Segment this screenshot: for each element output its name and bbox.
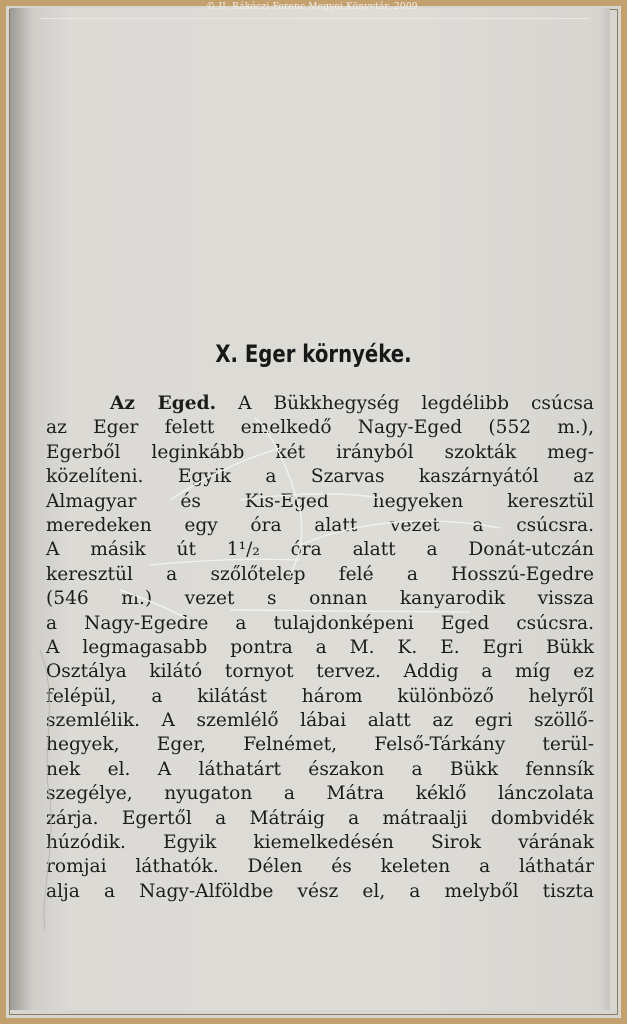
text-line: az Eger felett emelkedő Nagy-Eged (552 m.), <box>46 417 594 439</box>
text-line: A másik út 1¹/₂ óra alatt a Donát-utczán <box>46 539 594 561</box>
text-line: szemlélik. A szemlélő lábai alatt az egri szöllő- <box>46 710 594 732</box>
text-line: romjai láthatók. Délen és keleten a láthatár <box>46 856 594 878</box>
text-line: hegyek, Eger, Felnémet, Felső-Tárkány terül- <box>46 734 594 756</box>
text-line: húzódik. Egyik kiemelkedésén Sirok várának <box>46 832 594 854</box>
text-line: (546 m.) vezet s onnan kanyarodik vissza <box>46 588 594 610</box>
text-line: a Nagy-Egedre a tulajdonképeni Eged csúcsra. <box>46 612 594 634</box>
text-line: Osztálya kilátó tornyot tervez. Addig a míg ez <box>46 661 594 683</box>
text-line: Egerből leginkább két irányból szokták meg- <box>46 441 594 463</box>
text-line-content: A Bükkhegység legdélibb csúcsa <box>238 393 594 414</box>
copyright-watermark: © II. Rákóczi Ferenc Megyei Könyvtár, 2009. <box>206 2 421 12</box>
text-line: közelíteni. Egyik a Szarvas kaszárnyától az <box>46 466 594 488</box>
text-line: nek el. A láthatárt északon a Bükk fennsík <box>46 758 594 780</box>
watermark-underline <box>40 18 590 19</box>
text-line: Almagyar és Kis-Eged hegyeken keresztül <box>46 490 594 512</box>
body-paragraph <box>46 392 594 904</box>
chapter-heading: X. Eger környéke. <box>215 340 412 368</box>
text-line: szegélye, nyugaton a Mátra kéklő lánczolata <box>46 783 594 805</box>
text-line: meredeken egy óra alatt vezet a csúcsra. <box>46 514 594 536</box>
text-line: A legmagasabb pontra a M. K. E. Egri Bükk <box>46 636 594 658</box>
text-line: keresztül a szőlőtelep felé a Hosszú-Egedre <box>46 563 594 585</box>
text-line: felépül, a kilátást három különböző helyről <box>46 685 594 707</box>
paragraph-lead: Az Eged. <box>110 393 217 414</box>
text-line <box>46 392 594 416</box>
text-line: alja a Nagy-Alföldbe vész el, a melyből tiszta <box>46 880 594 902</box>
text-line: zárja. Egertől a Mátráig a mátraalji dombvidék <box>46 807 594 829</box>
